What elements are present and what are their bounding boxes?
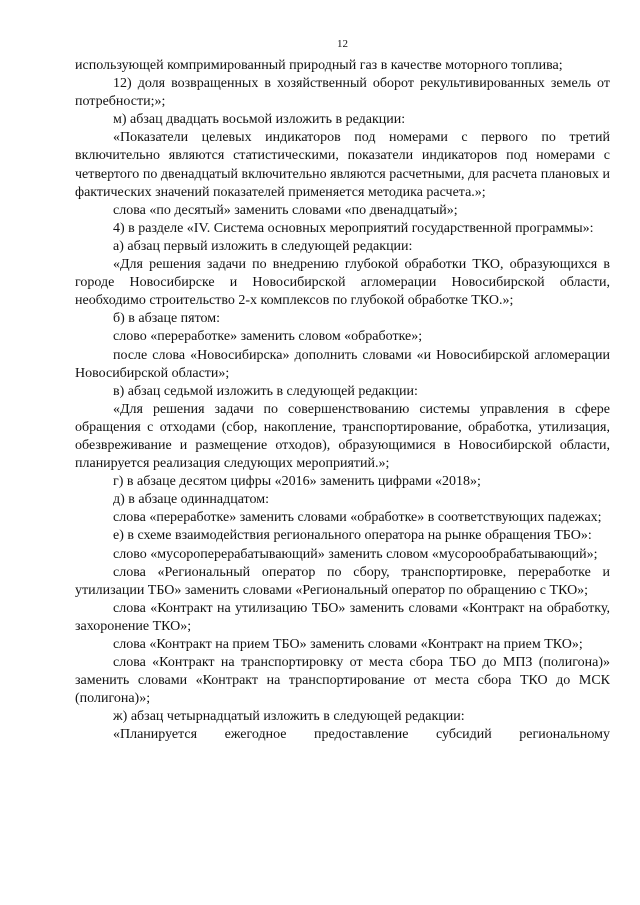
paragraph: ж) абзац четырнадцатый изложить в следующей редакции: [113,709,465,725]
paragraph: м) абзац двадцать восьмой изложить в редакции: [113,112,406,128]
paragraph: б) в абзаце пятом: [113,311,221,327]
paragraph: «Планируется ежегодное предоставление субсидий региональному [113,727,610,743]
paragraph: слово «мусороперерабатывающий» заменить словом «мусорообрабатывающий»; [113,546,598,562]
paragraph: «Для решения задачи по совершенствованию системы управления в сфере обращения с отходами (сбор, накопление, транспортирование, обработка, утилизация, обезвреживание и размещение отходов), образующимися в Новосибирской области, планируется реализация следующих мероприятий.»; [75,401,610,472]
paragraph: слова «Контракт на транспортировку от места сбора ТБО до МПЗ (полигона)» заменить словами «Контракт на транспортирование от места сбора ТКО до МСК (полигона)»; [75,655,610,707]
paragraph: слово «переработке» заменить словом «обработке»; [113,329,423,345]
paragraph: в) абзац седьмой изложить в следующей редакции: [113,383,418,399]
paragraph: слова «переработке» заменить словами «обработке» в соответствующих падежах; [113,510,602,526]
paragraph: слова «по десятый» заменить словами «по двенадцатый»; [113,202,458,218]
paragraph: г) в абзаце десятом цифры «2016» заменить цифрами «2018»; [113,474,481,490]
paragraph: после слова «Новосибирска» дополнить словами «и Новосибирской агломерации Новосибирской области»; [75,347,610,381]
paragraph: слова «Региональный оператор по сбору, транспортировке, переработке и утилизации ТБО» заменить словами «Региональный оператор по обращению с ТКО»; [75,564,610,598]
paragraph: использующей компримированный природный газ в качестве моторного топлива; [75,58,563,73]
paragraph: а) абзац первый изложить в следующей редакции: [113,238,413,254]
document-body [75,57,610,745]
paragraph: д) в абзаце одиннадцатом: [113,492,269,508]
paragraph: слова «Контракт на прием ТБО» заменить словами «Контракт на прием ТКО»; [113,637,583,652]
paragraph: слова «Контракт на утилизацию ТБО» заменить словами «Контракт на обработку, захоронение ТКО»; [75,600,610,634]
paragraph: «Для решения задачи по внедрению глубокой обработки ТКО, образующихся в городе Новосибирске и Новосибирской агломерации Новосибирской области, необходимо строительство 2-х комплексов по глубокой обработке ТКО.»; [75,257,610,309]
paragraph: 12) доля возвращенных в хозяйственный оборот рекультивированных земель от потребности;»; [75,76,610,110]
paragraph: 4) в разделе «IV. Система основных мероприятий государственной программы»: [113,220,594,236]
paragraph: «Показатели целевых индикаторов под номерами с первого по третий включительно являются статистическими, показатели индикаторов под номерами с четвертого по двенадцатый включительно являются расчетными, для расчета плановых и фактических значений показателей применяется методика расчета.»; [75,130,610,200]
paragraph: е) в схеме взаимодействия регионального оператора на рынке обращения ТБО»: [113,528,592,544]
page-number: 12 [337,38,348,50]
